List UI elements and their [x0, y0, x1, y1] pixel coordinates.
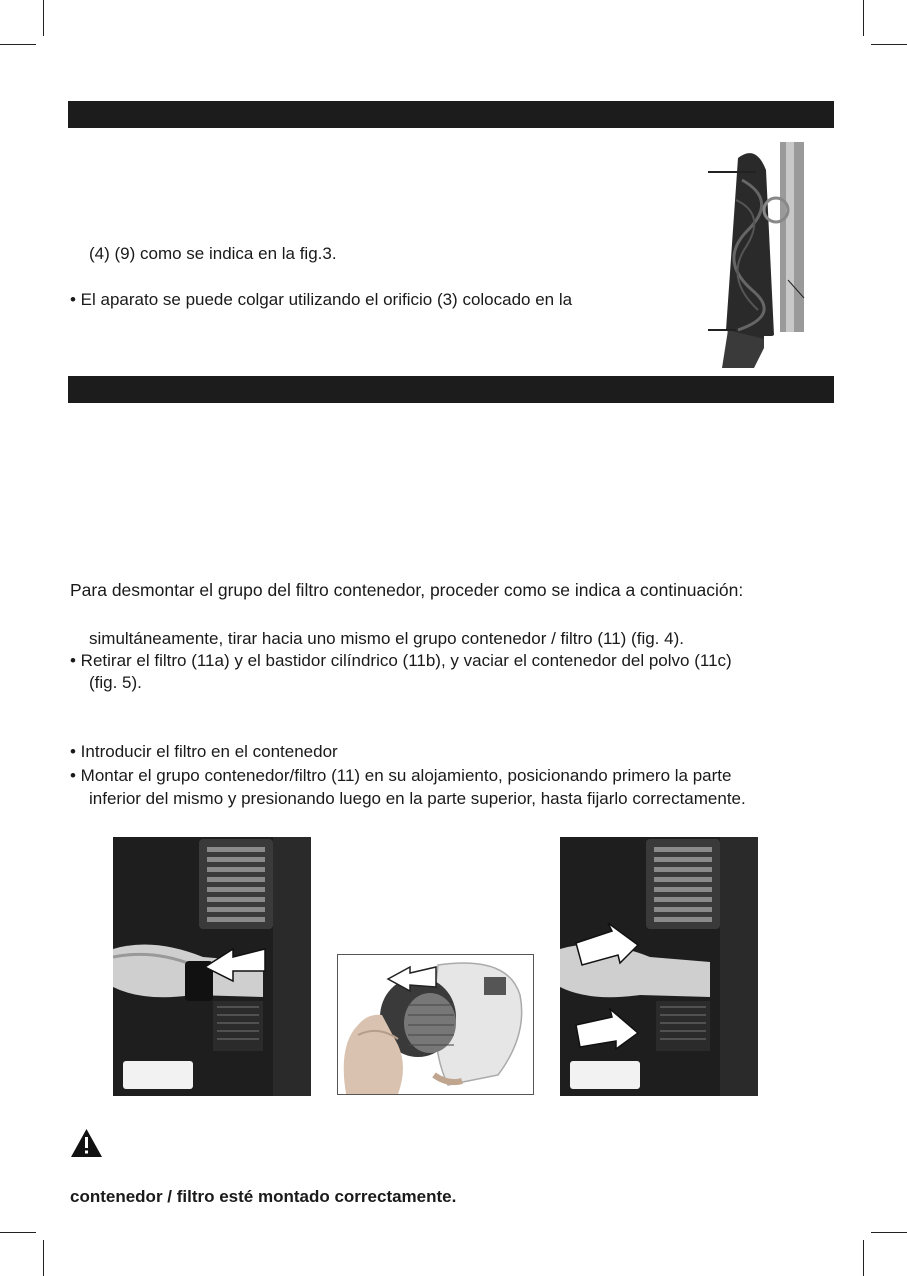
figure-6-photo: [560, 837, 758, 1096]
crop-mark: [43, 1240, 44, 1276]
crop-mark: [871, 1232, 907, 1233]
body-text-line: (4) (9) como se indica en la fig.3.: [89, 244, 337, 263]
crop-mark: [0, 1232, 36, 1233]
cord-storage-figure: [708, 140, 810, 368]
remount-text-line: • Montar el grupo contenedor/filtro (11) en su alojamiento, posicionando primero la parte: [70, 766, 732, 785]
crop-mark: [871, 44, 907, 45]
warning-triangle-icon: [70, 1128, 103, 1158]
crop-mark: [0, 44, 36, 45]
figure-5-photo: [337, 954, 534, 1095]
step-text-line: simultáneamente, tirar hacia uno mismo el grupo contenedor / filtro (11) (fig. 4).: [89, 629, 684, 648]
section-header-bar: [68, 101, 834, 128]
remount-text-line: • Introducir el filtro en el contenedor: [70, 742, 338, 761]
body-text-line: • El aparato se puede colgar utilizando el orificio (3) colocado en la: [70, 290, 573, 309]
section-header-bar: [68, 376, 834, 403]
remount-text-line: inferior del mismo y presionando luego en la parte superior, hasta fijarlo correctamente.: [89, 789, 746, 808]
step-text-line: (fig. 5).: [89, 673, 142, 692]
figure-4-photo: [113, 837, 311, 1096]
step-text-line: • Retirar el filtro (11a) y el bastidor cilíndrico (11b), y vaciar el contenedor del polvo (11c): [70, 651, 732, 670]
crop-mark: [43, 0, 44, 36]
crop-mark: [863, 1240, 864, 1276]
intro-text: Para desmontar el grupo del filtro contenedor, proceder como se indica a continuación:: [70, 580, 744, 600]
warning-text: contenedor / filtro esté montado correctamente.: [70, 1187, 457, 1206]
crop-mark: [863, 0, 864, 36]
